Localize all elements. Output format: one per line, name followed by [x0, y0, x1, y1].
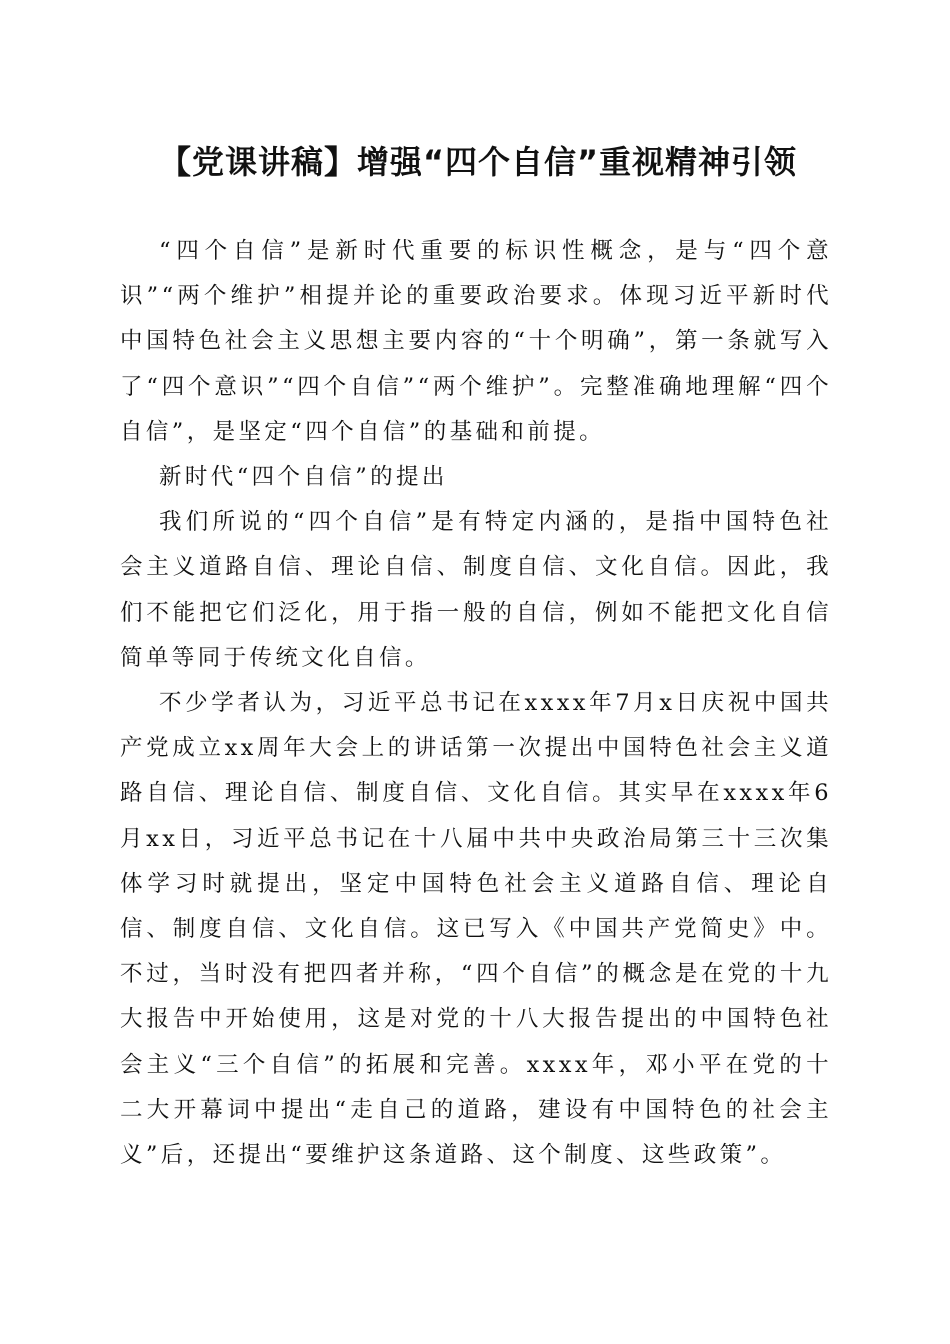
- section-heading: 新时代“四个自信”的提出: [159, 464, 448, 491]
- paragraph-history: 不少学者认为，习近平总书记在xxxx年7月x日庆祝中国共产党成立xx周年大会上的讲话第一次提出中国特色社会主义道路自信、理论自信、制度自信、文化自信。其实早在xxxx年6月xx日，习近平总书记在十八届中共中央政治局第三十三次集体学习时就提出，坚定中国特色社会主义道路自信、理论自信、制度自信、文化自信。这已写入《中国共产党简史》中。不过，当时没有把四者并称，“四个自信”的概念是在党的十九大报告中开始使用，这是对党的十八大报告提出的中国特色社会主义“三个自信”的拓展和完善。xxxx年，邓小平在党的十二大开幕词中提出“走自己的道路，建设有中国特色的社会主义”后，还提出“要维护这条道路、这个制度、这些政策”。: [120, 690, 832, 1169]
- document-title: 【党课讲稿】增强“四个自信”重视精神引领: [158, 143, 798, 181]
- paragraph-definition: 我们所说的“四个自信”是有特定内涵的，是指中国特色社会主义道路自信、理论自信、制度自信、文化自信。因此，我们不能把它们泛化，用于指一般的自信，例如不能把文化自信简单等同于传统文化自信。: [120, 509, 832, 671]
- document-body: [120, 229, 832, 1178]
- paragraph-intro: “四个自信”是新时代重要的标识性概念，是与“四个意识”“两个维护”相提并论的重要政治要求。体现习近平新时代中国特色社会主义思想主要内容的“十个明确”，第一条就写入了“四个意识”“四个自信”“两个维护”。完整准确地理解“四个自信”，是坚定“四个自信”的基础和前提。: [120, 238, 832, 445]
